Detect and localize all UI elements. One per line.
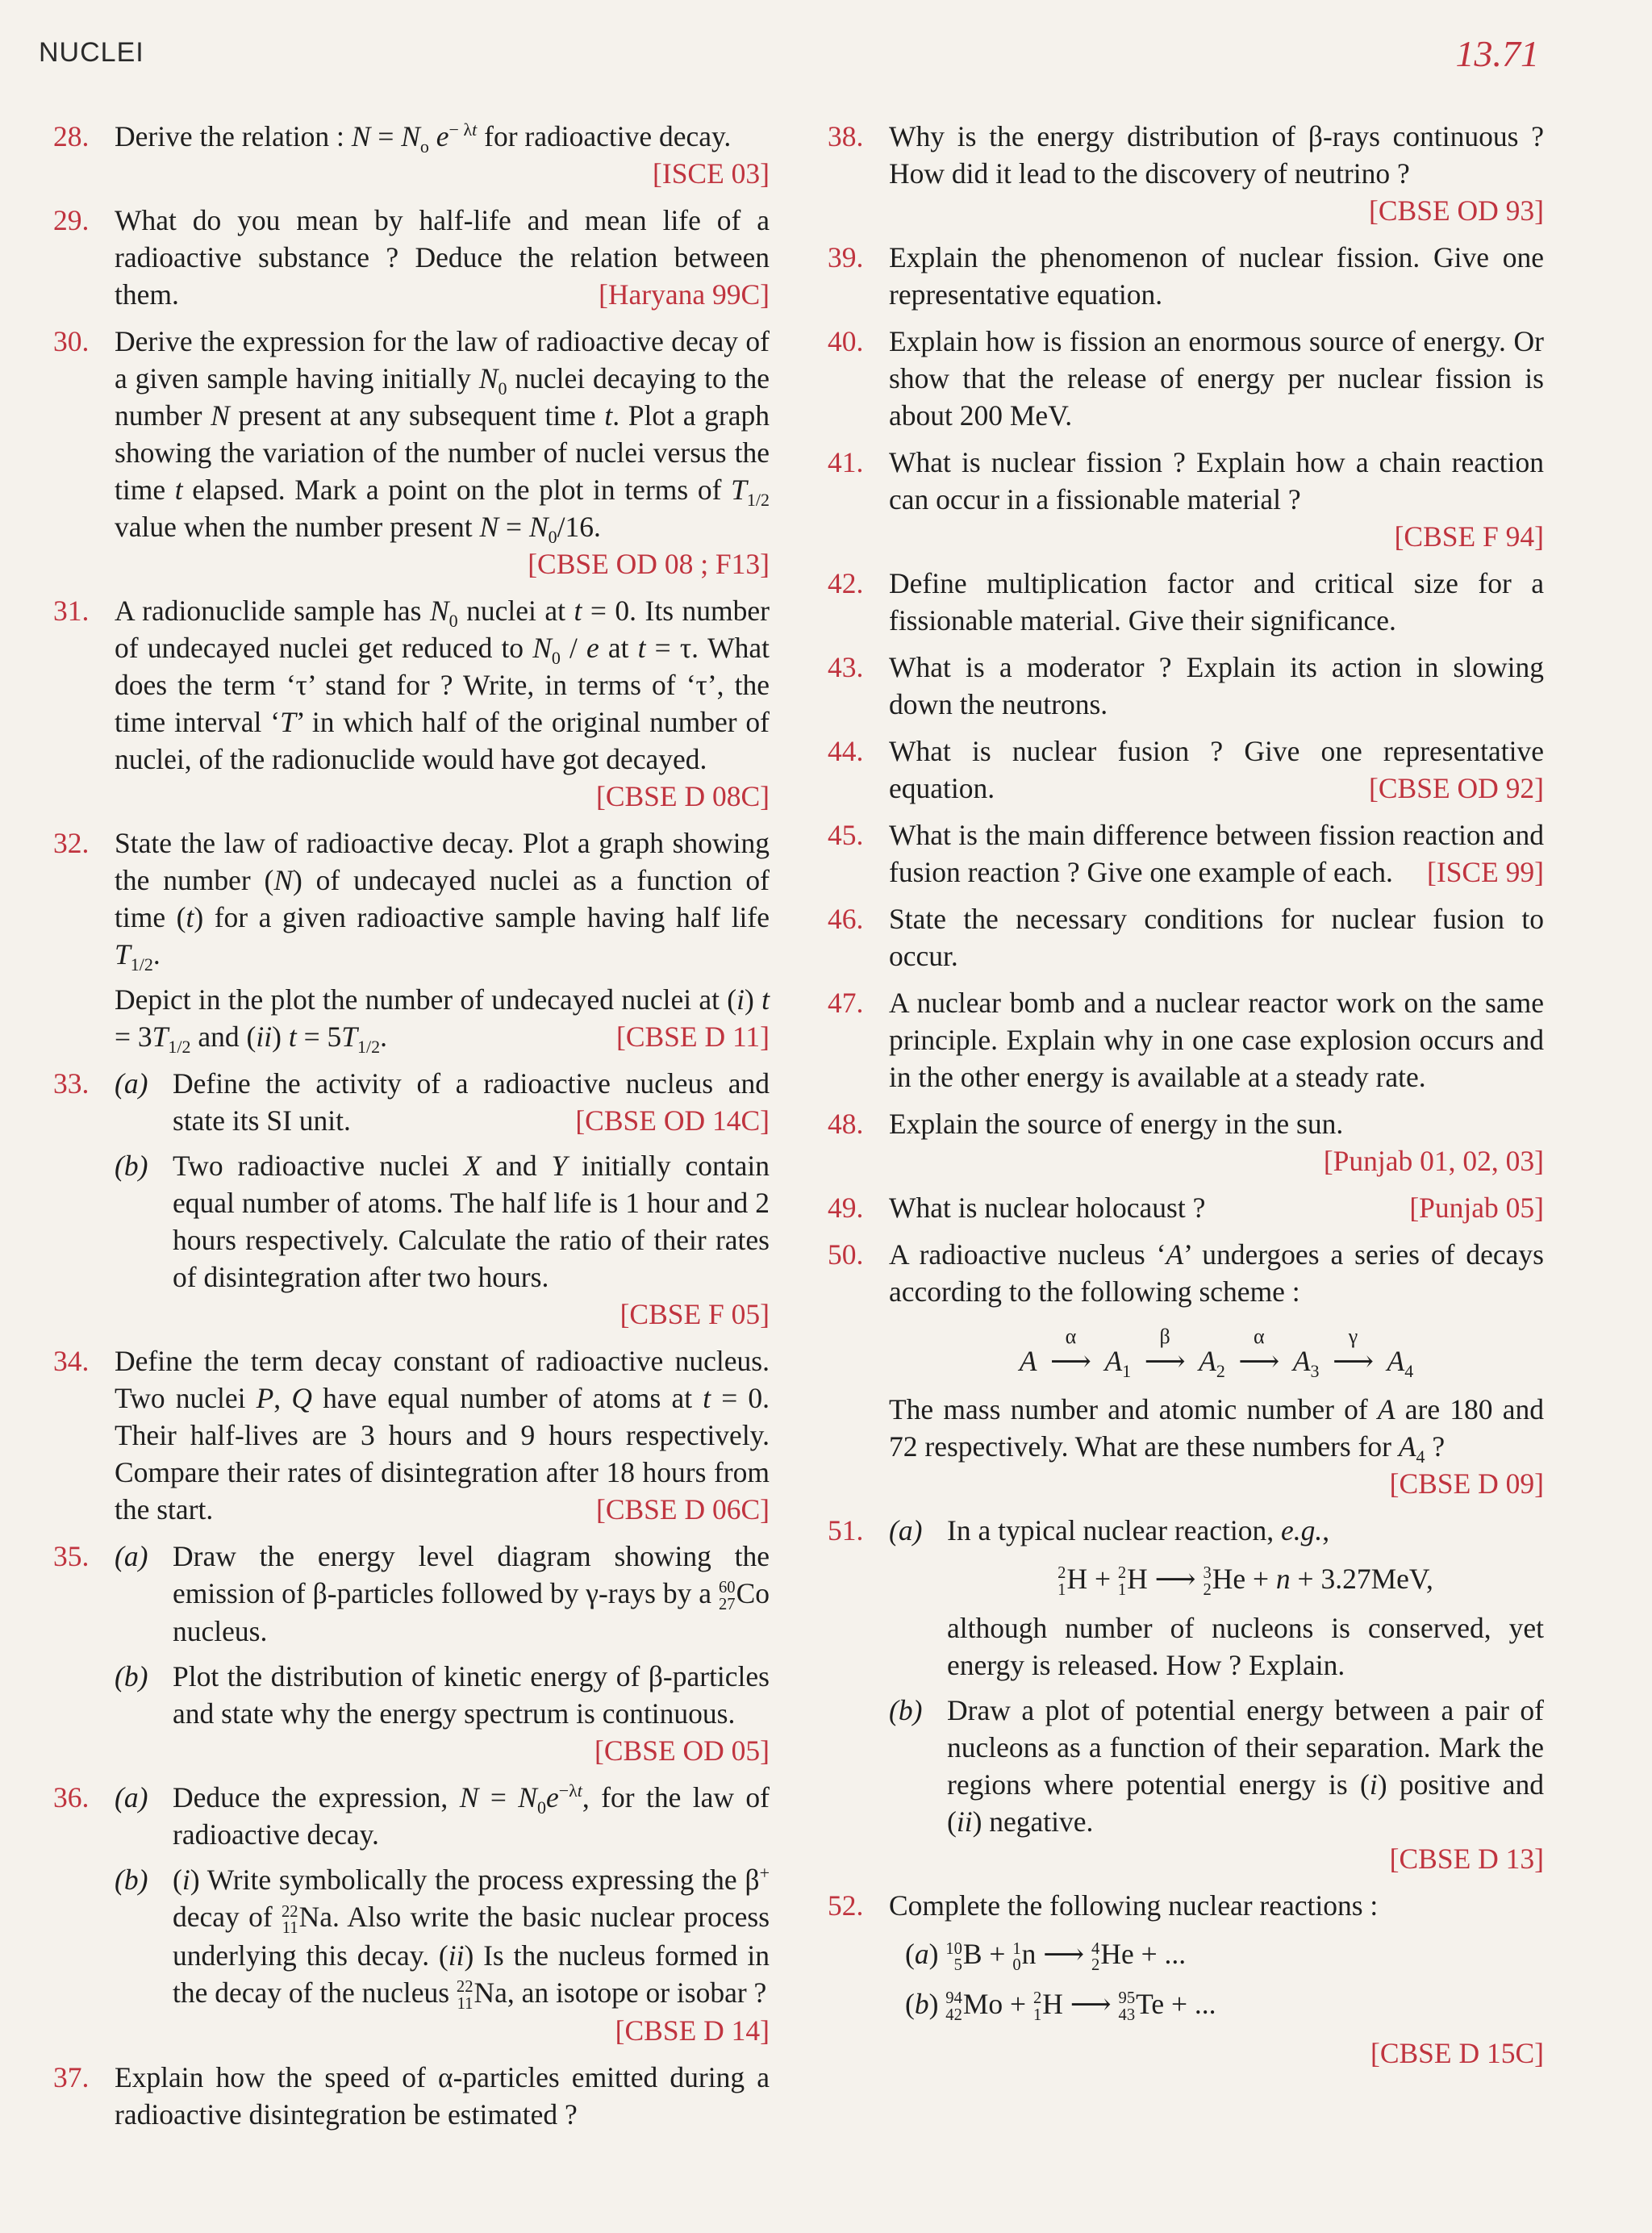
question-52: 52. Complete the following nuclear reactions : (a) 10 5 B + 1 0 n ⟶ 4 2 He + ... (b) 94 42 Mo + 2 1 H ⟶ 95 43 Te + ... [CBSE D 15C] — [828, 1887, 1544, 2072]
question-number: 42. — [828, 567, 864, 599]
question-number: 31. — [53, 595, 90, 627]
left-column — [53, 118, 770, 2143]
question-35 — [53, 1538, 770, 1769]
question-number: 44. — [828, 735, 864, 767]
question-51 — [828, 1512, 1544, 1877]
decay-scheme: A α ⟶ $A_1$ β ⟶ $A_2$ α ⟶ $A_3$ γ ⟶ $A_4$ — [1019, 1325, 1414, 1382]
question-41: 41. What is nuclear fission ? Explain how a chain reaction can occur in a fissionable material ? [CBSE F 94] — [828, 444, 1544, 555]
question-39: 39. Explain the phenomenon of nuclear fission. Give one representative equation. — [828, 239, 1544, 313]
source-ref: [CBSE F 05] — [620, 1298, 770, 1330]
question-number: 36. — [53, 1781, 90, 1814]
source-ref: [Punjab 01, 02, 03] — [1323, 1145, 1544, 1177]
question-46: 46. State the necessary conditions for nuclear fusion to occur. — [828, 900, 1544, 975]
source-ref: [ISCE 03] — [653, 157, 770, 190]
question-number: 52. — [828, 1889, 864, 1922]
question-44: 44. What is nuclear fusion ? Give one representative equation. [CBSE OD 92] — [828, 733, 1544, 807]
question-42: 42. Define multiplication factor and critical size for a fissionable material. Give their significance. — [828, 565, 1544, 639]
question-30: 30. Derive the expression for the law of radioactive decay of a given sample having initially $N_0$ nuclei decaying to the number N present at any subsequent time t. Plot a graph showing the variation of the number of nuclei versus the time t elapsed. Mark a point on the plot in terms of $T_{1/2}$ value when the number present $N = N_0/16$. [CBSE OD 08 ; F13] — [53, 323, 770, 582]
question-33b: (b) Two radioactive nuclei X and Y initially contain equal number of atoms. The half life is 1 hour and 2 hours respectively. Calculate the ratio of their rates of disintegration after two hours. [CBSE F 05] — [115, 1147, 770, 1333]
question-35b: (b) Plot the distribution of kinetic energy of β-particles and state why the energy spectrum is continuous. [CBSE OD 05] — [115, 1658, 770, 1769]
source-ref: [CBSE D 08C] — [596, 780, 770, 812]
question-47: 47. A nuclear bomb and a nuclear reactor work on the same principle. Explain why in one case explosion occurs and in the other energy is available at a steady rate. — [828, 984, 1544, 1096]
question-number: 48. — [828, 1108, 864, 1140]
question-32: 32. State the law of radioactive decay. Plot a graph showing the number (N) of undecayed nuclei as a function of time (t) for a given radioactive sample having half life $T_{1/2}$. Depict in the plot the number of undecayed nuclei at (i) $t = 3T_{1/2}$ and (ii) $t = 5T_{1/2}$. [CBSE D 11] — [53, 824, 770, 1055]
question-number: 41. — [828, 446, 864, 478]
source-ref: [CBSE OD 08 ; F13] — [528, 548, 770, 580]
reaction-b: (b) 94 42 Mo + 2 1 H ⟶ 95 43 Te + ... — [905, 1987, 1216, 2024]
source-ref: [CBSE OD 05] — [594, 1734, 770, 1768]
source-ref: [Punjab 05] — [1409, 1192, 1544, 1224]
question-number: 46. — [828, 903, 864, 935]
question-34: 34. Define the term decay constant of radioactive nucleus. Two nuclei P, Q have equal number of atoms at t = 0. Their half-lives are 3 hours and 9 hours respectively. Compare their rates of disintegration after 18 hours from the start. [CBSE D 06C] — [53, 1342, 770, 1528]
source-ref: [Haryana 99C] — [599, 278, 770, 311]
question-number: 33. — [53, 1067, 90, 1100]
source-ref: [CBSE F 94] — [1394, 520, 1544, 553]
question-number: 45. — [828, 819, 864, 851]
source-ref: [CBSE D 09] — [1389, 1467, 1544, 1500]
question-37: 37. Explain how the speed of α-particles emitted during a radioactive disintegration be estimated ? — [53, 2059, 770, 2133]
question-number: 51. — [828, 1514, 864, 1546]
question-35a: (a) Draw the energy level diagram showing the emission of β-particles followed by γ-rays by a 60 27 Co nucleus. — [115, 1540, 770, 1648]
question-45: 45. What is the main difference between fission reaction and fusion reaction ? Give one example of each. [ISCE 99] — [828, 816, 1544, 891]
question-49: 49. What is nuclear holocaust ? [Punjab 05] — [828, 1189, 1544, 1226]
question-number: 43. — [828, 651, 864, 683]
reaction-a: (a) 10 5 B + 1 0 n ⟶ 4 2 He + ... — [905, 1938, 1187, 1975]
question-29: 29. What do you mean by half-life and mean life of a radioactive substance ? Deduce the relation between them. [Haryana 99C] — [53, 202, 770, 313]
source-ref: [CBSE D 11] — [616, 1021, 770, 1053]
question-28: 28. Derive the relation : $N = N_o$ $e^{- \lambda t}$ for radioactive decay. [ISCE 03] — [53, 118, 770, 192]
question-51b: (b) Draw a plot of potential energy between a pair of nucleons as a function of their separation. Mark the regions where potential energy is (i) positive and (ii) negative. [CBSE D 13] — [889, 1692, 1544, 1877]
question-43: 43. What is a moderator ? Explain its action in slowing down the neutrons. — [828, 649, 1544, 723]
question-36b: (b) (i) Write symbolically the process expressing the β+ decay of 22 11 Na. Also write the basic nuclear process underlying this decay. (ii) Is the nucleus formed in the decay of the nucleus 22 11 Na, an isotope or isobar ? [CBSE D 14] — [115, 1861, 770, 2049]
source-ref: [CBSE OD 93] — [1369, 194, 1544, 227]
chapter-title: NUCLEI — [39, 37, 144, 68]
question-number: 30. — [53, 325, 90, 357]
question-38: 38. Why is the energy distribution of β-rays continuous ? How did it lead to the discovery of neutrino ? [CBSE OD 93] — [828, 118, 1544, 229]
question-number: 34. — [53, 1345, 90, 1377]
question-number: 47. — [828, 987, 864, 1019]
question-36 — [53, 1779, 770, 2049]
source-ref: [CBSE OD 14C] — [575, 1104, 770, 1137]
question-number: 28. — [53, 120, 90, 152]
question-number: 35. — [53, 1540, 90, 1572]
page-number: 13.71 — [1455, 33, 1539, 74]
question-number: 50. — [828, 1238, 864, 1271]
question-number: 40. — [828, 325, 864, 357]
question-36a: (a) Deduce the expression, $N = N_0e^{-\lambda t}$, for the law of radioactive decay. — [115, 1780, 770, 1851]
question-32-part-2: Depict in the plot the number of undecayed nuclei at (i) $t = 3T_{1/2}$ and (ii) $t = 5T_{1/2}$. [CBSE D 11] — [115, 983, 770, 1058]
question-number: 37. — [53, 2061, 90, 2094]
source-ref: [ISCE 99] — [1427, 856, 1544, 888]
question-number: 29. — [53, 204, 90, 236]
source-ref: [CBSE D 14] — [615, 2014, 770, 2047]
source-ref: [CBSE OD 92] — [1369, 772, 1544, 804]
right-column — [828, 118, 1544, 2081]
question-number: 39. — [828, 241, 864, 273]
question-40: 40. Explain how is fission an enormous source of energy. Or show that the release of energy per nuclear fission is about 200 MeV. — [828, 323, 1544, 434]
question-33a: (a) Define the activity of a radioactive nucleus and state its SI unit. [CBSE OD 14C] — [115, 1065, 770, 1139]
question-50: 50. A radioactive nucleus ‘A’ undergoes a series of decays according to the following scheme : A α ⟶ $A_1$ β ⟶ $A_2$ α ⟶ $A_3$ γ ⟶ $A_4$ The mass number and atomic number of A are 180 and 72 respectively. What are these numbers for $A_4$ ? [CBSE D 09] — [828, 1236, 1544, 1502]
source-ref: [CBSE D 15C] — [1370, 2037, 1544, 2070]
source-ref: [CBSE D 06C] — [596, 1493, 770, 1526]
page-header — [39, 32, 1539, 89]
question-51a: (a) In a typical nuclear reaction, e.g., 2 1 H + 2 1 H ⟶ 3 2 He + n + 3.27MeV, although number of nucleons is conserved, yet energy is released. How ? Explain. — [889, 1514, 1544, 1682]
question-number: 49. — [828, 1192, 864, 1224]
question-33 — [53, 1065, 770, 1333]
decay-law-formula: N — [351, 120, 371, 152]
question-48: 48. Explain the source of energy in the sun. [Punjab 01, 02, 03] — [828, 1105, 1544, 1179]
question-number: 38. — [828, 120, 864, 152]
question-31: 31. A radionuclide sample has $N_0$ nuclei at t = 0. Its number of undecayed nuclei get reduced to $N_0$ / e at t = τ. What does the term ‘τ’ stand for ? Write, in terms of ‘τ’, the time interval ‘T’ in which half of the original number of nuclei, of the radionuclide would have got decayed. [CBSE D 08C] — [53, 592, 770, 815]
source-ref: [CBSE D 13] — [1389, 1843, 1544, 1876]
fusion-equation: 2 1 H + 2 1 H ⟶ 3 2 He + n + 3.27MeV, — [1058, 1563, 1433, 1599]
question-number: 32. — [53, 827, 90, 859]
